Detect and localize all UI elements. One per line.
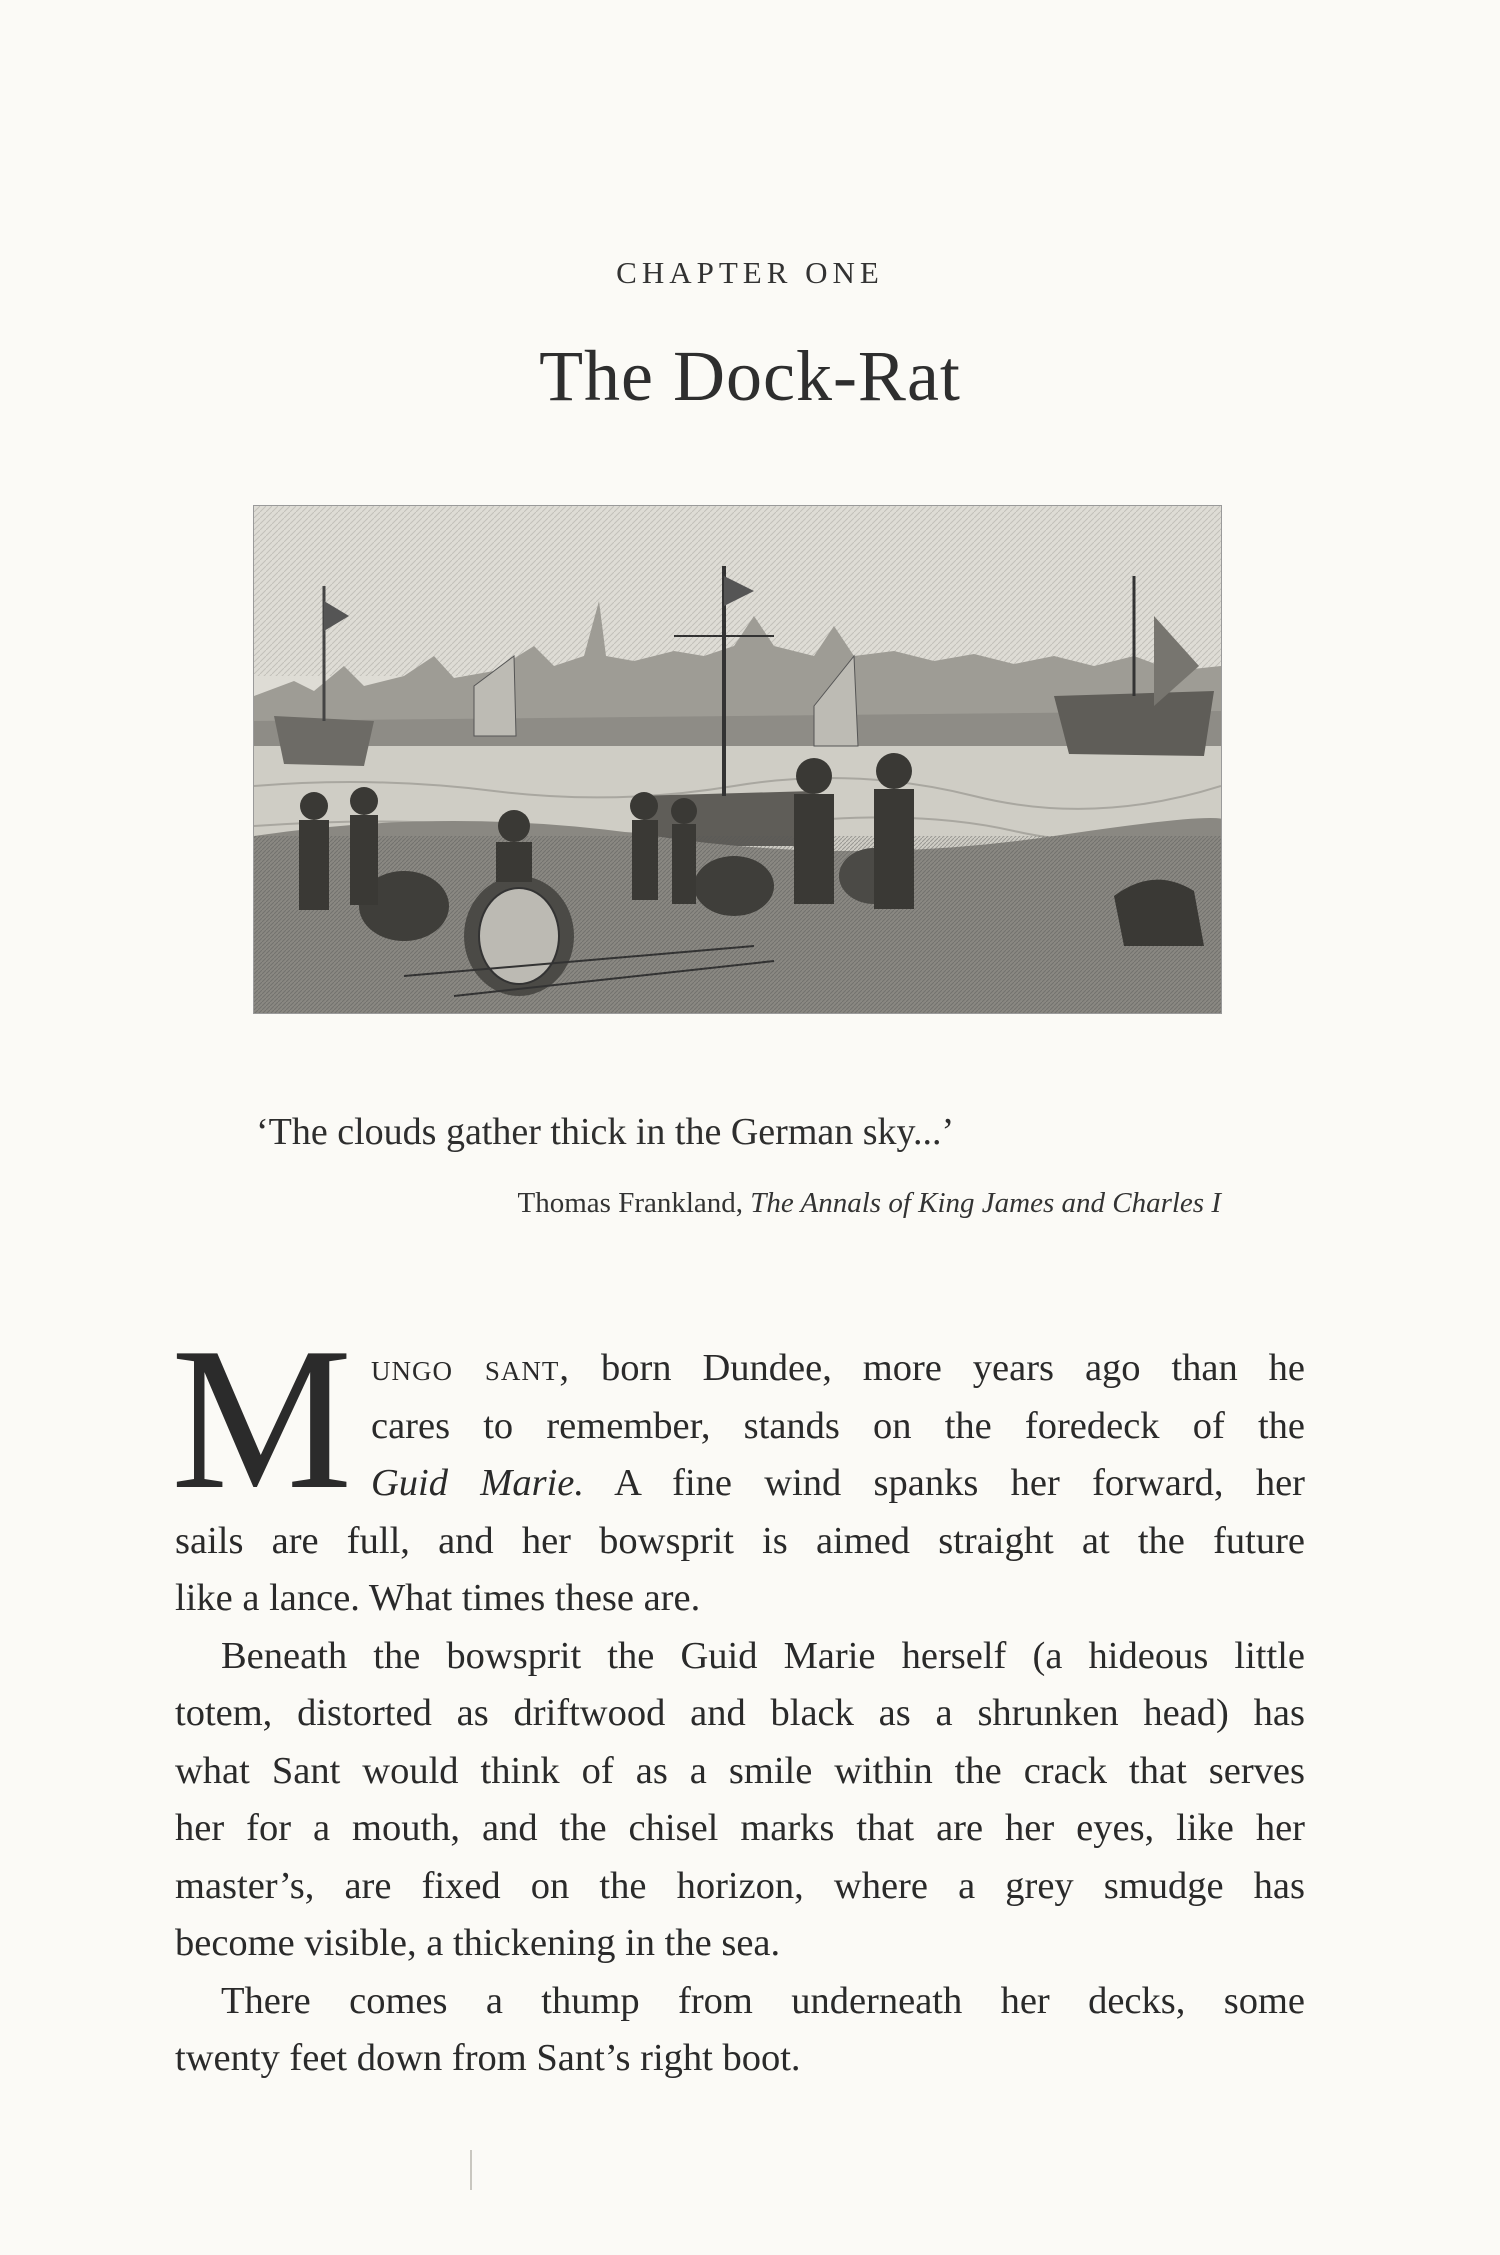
text-line: her for a mouth, and the chisel marks that are her eyes, like her	[175, 1807, 1305, 1849]
epigraph-quote: ‘The clouds gather thick in the German sky...’	[256, 1111, 955, 1153]
harbour-engraving-image	[253, 505, 1222, 1014]
text-line: like a lance. What times these are.	[175, 1577, 701, 1619]
text-span: born Dundee, more years ago than he	[570, 1347, 1305, 1389]
text-line	[371, 1340, 1305, 1398]
text-line: Beneath the bowsprit the Guid Marie herself (a hideous little	[221, 1634, 1305, 1677]
text-line: master’s, are fixed on the horizon, where a grey smudge has	[175, 1864, 1305, 1907]
scan-artifact	[470, 2150, 472, 2190]
text-line: become visible, a thickening in the sea.	[175, 1922, 781, 1964]
chapter-body	[171, 1306, 1305, 2088]
chapter-title: The Dock-Rat	[539, 336, 961, 416]
epigraph-work-title: The Annals of King James and Charles I	[750, 1187, 1221, 1219]
ship-name: Guid Marie.	[371, 1462, 584, 1504]
text-line: sails are full, and her bowsprit is aimed straight at the future	[175, 1519, 1305, 1562]
text-span: A fine wind spanks her forward, her	[584, 1462, 1305, 1504]
text-line: twenty feet down from Sant’s right boot.	[175, 2037, 801, 2079]
text-line	[371, 1455, 1305, 1513]
text-line: cares to remember, stands on the foredeck of the	[371, 1404, 1305, 1447]
text-line: totem, distorted as driftwood and black as a shrunken head) has	[175, 1692, 1305, 1734]
epigraph-author: Thomas Frankland,	[517, 1187, 751, 1219]
harbour-engraving-icon	[254, 506, 1221, 1013]
paragraph-1	[171, 1306, 1305, 1628]
small-caps-name: ungo sant,	[371, 1347, 571, 1389]
text-line: what Sant would think of as a smile within the crack that serves	[175, 1749, 1305, 1792]
paragraph-3	[175, 1973, 1305, 2088]
drop-cap: M	[171, 1306, 353, 1532]
chapter-label: CHAPTER ONE	[616, 255, 884, 290]
text-line: There comes a thump from underneath her decks, some	[221, 1979, 1305, 2022]
paragraph-2	[175, 1628, 1305, 1973]
epigraph-source	[518, 1187, 1221, 1220]
